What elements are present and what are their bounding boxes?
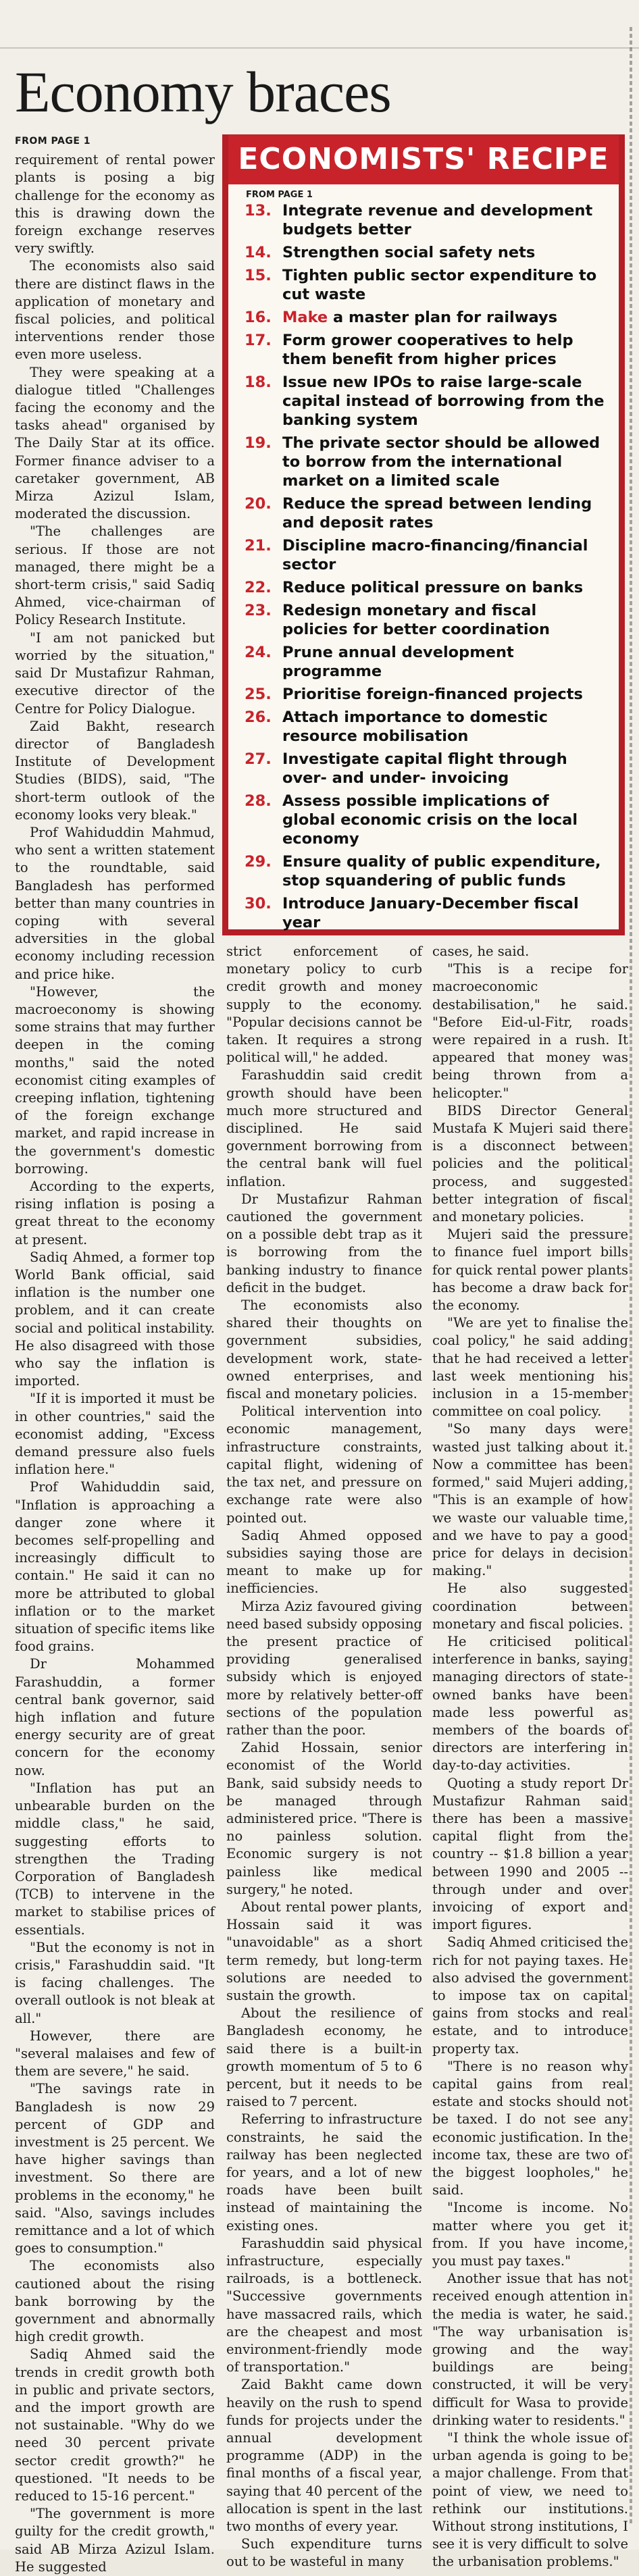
article-paragraph: Dr Mustafizur Rahman cautioned the government on a possible debt trap as it is borrowing from the banking industry to finance deficit in the budget. bbox=[226, 1191, 422, 1295]
recipe-title: ECONOMISTS' RECIPE bbox=[228, 135, 619, 184]
recipe-item bbox=[245, 266, 605, 304]
article-column-2 bbox=[226, 943, 422, 2570]
recipe-item-number: 25. bbox=[245, 686, 272, 703]
recipe-item-text: Prioritise foreign-financed projects bbox=[282, 686, 583, 703]
recipe-item bbox=[245, 601, 605, 639]
recipe-item-text: Assess possible implications of global economic crisis on the local economy bbox=[282, 792, 578, 848]
recipe-item-number: 15. bbox=[245, 267, 272, 284]
article-paragraph: He criticised political interference in banks, saying managing directors of state-owned banks have been made less powerful as members of the boards of directors are interfering in day-to-day activities. bbox=[432, 1633, 628, 1774]
recipe-item-text: Reduce the spread between lending and deposit rates bbox=[282, 495, 592, 532]
article-paragraph: Prof Wahiduddin Mahmud, who sent a written statement to the roundtable, said Bangladesh has performed better than many countries in coping with several adversities in the global economy including recession and price hike. bbox=[15, 824, 215, 982]
recipe-item-text: Investigate capital flight through over- and under- invoicing bbox=[282, 750, 567, 787]
recipe-item bbox=[245, 331, 605, 369]
article-paragraph: "The government is more guilty for the credit growth," said AB Mirza Azizul Islam. He suggested bbox=[15, 2506, 215, 2575]
article-paragraph: Zaid Bakht came down heavily on the rush to spend funds for projects under the annual development programme (ADP) in the final months of a fiscal year, saying that 40 percent of the allocation is spent in the last two months of every year. bbox=[226, 2377, 422, 2535]
article-paragraph: According to the experts, rising inflation is posing a great threat to the economy at present. bbox=[15, 1178, 215, 1247]
article-paragraph: The economists also said there are distinct flaws in the application of monetary and fiscal policies, and political interventions render those even more useless. bbox=[15, 258, 215, 363]
article-paragraph: "I think the whole issue of urban agenda is going to be a major challenge. From that point of view, we need to rethink our institutions. Without strong institutions, I see it is very difficult to solve the urbanisation problems." bbox=[432, 2430, 628, 2570]
article-paragraph: "But the economy is not in crisis," Farashuddin said. "It is facing challenges. The overall outlook is not bleak at all." bbox=[15, 1939, 215, 2026]
recipe-item-text: Discipline macro-financing/financial sector bbox=[282, 537, 588, 573]
article-paragraph: About the resilience of Bangladesh economy, he said there is a built-in growth momentum of 5 to 6 percent, but it needs to be raised to 7 percent. bbox=[226, 2005, 422, 2110]
article-paragraph: Zaid Bakht, research director of Bangladesh Institute of Development Studies (BIDS), said, "The short-term outlook of the economy looks very bleak." bbox=[15, 718, 215, 823]
recipe-item bbox=[245, 494, 605, 532]
recipe-from-page: FROM PAGE 1 bbox=[246, 190, 313, 200]
recipe-item-text: Reduce political pressure on banks bbox=[282, 579, 584, 596]
recipe-item bbox=[245, 308, 605, 327]
article-paragraph: strict enforcement of monetary policy to curb credit growth and money supply to the economy. "Popular decisions cannot be taken. It requires a strong political will," he added. bbox=[226, 944, 422, 1066]
recipe-item-text: The private sector should be allowed to borrow from the international market on a limited scale bbox=[282, 434, 600, 490]
article-paragraph: Sadiq Ahmed opposed subsidies saying those are meant to make up for inefficiencies. bbox=[226, 1527, 422, 1597]
article-paragraph: Dr Mohammed Farashuddin, a former central bank governor, said high inflation and future energy security are of great concern for the economy now. bbox=[15, 1656, 215, 1778]
article-paragraph: Mujeri said the pressure to finance fuel import bills for quick rental power plants has become a draw back for the economy. bbox=[432, 1227, 628, 1314]
recipe-item-lead: Make bbox=[282, 309, 328, 326]
article-column-1 bbox=[15, 132, 215, 2575]
article-paragraph: The economists also shared their thoughts on government subsidies, development work, state-owned enterprises, and fiscal and monetary policies. bbox=[226, 1297, 422, 1402]
recipe-item-number: 26. bbox=[245, 709, 272, 726]
recipe-item bbox=[245, 894, 605, 932]
recipe-item bbox=[245, 643, 605, 681]
article-paragraph: "So many days were wasted just talking about it. Now a committee has been formed," said Mujeri adding, "This is an example of how we waste our valuable time, and we have to pay a good price for delays in decision making." bbox=[432, 1421, 628, 1579]
recipe-item-text: Integrate revenue and development budgets better bbox=[282, 202, 593, 238]
recipe-item-text: Prune annual development programme bbox=[282, 644, 514, 680]
article-paragraph: Prof Wahiduddin said, "Inflation is approaching a danger zone where it becomes self-propelling and increasingly difficult to contain." He said it can no more be attributed to global inflation or to the market situation of specific items like food grains. bbox=[15, 1479, 215, 1655]
recipe-list bbox=[228, 201, 619, 932]
recipe-item-number: 18. bbox=[245, 373, 272, 391]
article-paragraph: cases, he said. bbox=[432, 944, 530, 959]
recipe-item-text: Tighten public sector expenditure to cut waste bbox=[282, 267, 597, 303]
article-paragraph: They were speaking at a dialogue titled "Challenges facing the economy and the tasks ahead" organised by The Daily Star at its office. Former finance adviser to a caretaker government, AB Mirza Azizul Islam, moderated the discussion. bbox=[15, 364, 215, 522]
recipe-item-text: Attach importance to domestic resource mobilisation bbox=[282, 709, 548, 745]
article-paragraph: However, there are "several malaises and few of them are severe," he said. bbox=[15, 2028, 215, 2080]
recipe-item-text: Strengthen social safety nets bbox=[282, 244, 536, 261]
article-paragraph: requirement of rental power plants is posing a big challenge for the economy as this is drawing down the foreign exchange reserves very swiftly. bbox=[15, 152, 215, 257]
recipe-item-number: 28. bbox=[245, 792, 272, 810]
article-paragraph: Referring to infrastructure constraints, he said the railway has been neglected for years, and a lot of new roads have been built instead of maintaining the existing ones. bbox=[226, 2111, 422, 2234]
article-paragraph: Farashuddin said credit growth should have been much more structured and disciplined. He said government borrowing from the central bank will fuel inflation. bbox=[226, 1067, 422, 1189]
article-paragraph: "Income is income. No matter where you get it from. If you have income, you must pay taxes." bbox=[432, 2200, 628, 2269]
recipe-item-text bbox=[282, 308, 557, 327]
recipe-item-number: 19. bbox=[245, 434, 272, 452]
article-paragraph: Sadiq Ahmed said the trends in credit growth both in public and private sectors, and the import growth are not sustainable. "Why do we need 30 percent private sector credit growth?" he questioned. "It needs to be reduced to 15-16 percent." bbox=[15, 2346, 215, 2504]
recipe-item bbox=[245, 243, 605, 262]
recipe-item bbox=[245, 750, 605, 788]
article-paragraph: Zahid Hossain, senior economist of the World Bank, said subsidy needs to be managed through administered price. "There is no painless solution. Economic surgery is not painless like medical surgery," he noted. bbox=[226, 1740, 422, 1897]
from-page-label: FROM PAGE 1 bbox=[15, 136, 91, 147]
recipe-item bbox=[245, 434, 605, 490]
recipe-item-text: Redesign monetary and fiscal policies for better coordination bbox=[282, 602, 551, 638]
article-paragraph: "There is no reason why capital gains from real estate and stocks should not be taxed. I do not see any economic justification. In the income tax, these are two of the biggest loopholes," he said. bbox=[432, 2058, 628, 2198]
recipe-item-text: Issue new IPOs to raise large-scale capital instead of borrowing from the banking system bbox=[282, 373, 605, 429]
article-paragraph: "The savings rate in Bangladesh is now 29 percent of GDP and investment is 25 percent. We have higher savings than investment. So there are problems in the economy," he said. "Also, savings includes remittance and a lot of which goes to consumption." bbox=[15, 2081, 215, 2257]
article-paragraph: "We are yet to finalise the coal policy," he said adding that he had received a letter last week mentioning his inclusion in a 15-member committee on coal policy. bbox=[432, 1315, 628, 1420]
recipe-item bbox=[245, 578, 605, 597]
recipe-item-text: Introduce January-December fiscal year bbox=[282, 895, 579, 931]
article-paragraph: "The challenges are serious. If those are not managed, there might be a short-term crisis," said Sadiq Ahmed, vice-chairman of Policy Research Institute. bbox=[15, 523, 215, 628]
article-paragraph: "This is a recipe for macroeconomic destabilisation," he said. "Before Eid-ul-Fitr, roads were repaired in a rush. It appeared that money was being thrown from a helicopter." bbox=[432, 961, 628, 1101]
economists-recipe-box bbox=[223, 135, 624, 935]
article-column-3 bbox=[432, 943, 628, 2570]
recipe-item-rest: a master plan for railways bbox=[328, 309, 558, 326]
recipe-item-number: 27. bbox=[245, 750, 272, 768]
article-paragraph: The economists also cautioned about the rising bank borrowing by the government and abnormally high credit growth. bbox=[15, 2258, 215, 2345]
recipe-item-number: 21. bbox=[245, 537, 272, 555]
article-paragraph: "I am not panicked but worried by the situation," said Dr Mustafizur Rahman, executive director of the Centre for Policy Dialogue. bbox=[15, 629, 215, 717]
article-paragraph: "Inflation has put an unbearable burden on the middle class," he said, suggesting efforts to strengthen the Trading Corporation of Bangladesh (TCB) to intervene in the market to stabilise prices of essentials. bbox=[15, 1780, 215, 1938]
article-paragraph: About rental power plants, Hossain said it was "unavoidable" as a short term remedy, but long-term solutions are needed to sustain the growth. bbox=[226, 1899, 422, 2003]
recipe-item bbox=[245, 373, 605, 430]
article-paragraph: Political intervention into economic management, infrastructure constraints, capital flight, widening of the tax net, and pressure on exchange rate were also pointed out. bbox=[226, 1403, 422, 1526]
article-paragraph: "If it is imported it must be in other countries," said the economist adding, "Excess demand pressure also fuels inflation here." bbox=[15, 1391, 215, 1478]
recipe-item-number: 22. bbox=[245, 579, 272, 596]
article-paragraph: Sadiq Ahmed, a former top World Bank official, said inflation is the number one problem, and it can create social and political instability. He also disagreed with those who say the inflation is imported. bbox=[15, 1249, 215, 1389]
recipe-item-number: 14. bbox=[245, 244, 272, 261]
recipe-item bbox=[245, 792, 605, 848]
article-paragraph: Mirza Aziz favoured giving need based subsidy opposing the present practice of providing generalised subsidy which is enjoyed more by relatively better-off sections of the population rather than the poor. bbox=[226, 1598, 422, 1738]
recipe-item-number: 13. bbox=[245, 202, 272, 220]
recipe-item-text: Form grower cooperatives to help them benefit from higher prices bbox=[282, 332, 573, 368]
recipe-item bbox=[245, 852, 605, 890]
recipe-item-number: 30. bbox=[245, 895, 272, 912]
column-divider bbox=[630, 27, 632, 2526]
article-paragraph: Sadiq Ahmed criticised the rich for not paying taxes. He also advised the government to impose tax on capital gains from stocks and real estate, and to introduce property tax. bbox=[432, 1934, 628, 2057]
top-rule bbox=[0, 47, 639, 49]
recipe-item-number: 17. bbox=[245, 332, 272, 349]
article-paragraph: BIDS Director General Mustafa K Mujeri said there is a disconnect between policies and the political process, and suggested better integration of fiscal and monetary policies. bbox=[432, 1102, 628, 1225]
recipe-item bbox=[245, 708, 605, 746]
recipe-item bbox=[245, 685, 605, 704]
article-paragraph: Quoting a study report Dr Mustafizur Rahman said there has been a massive capital flight from the country -- $1.8 billion a year between 1990 and 2005 -- through under and over invoicing of export and import figures. bbox=[432, 1775, 628, 1933]
recipe-item-text: Ensure quality of public expenditure, stop squandering of public funds bbox=[282, 853, 601, 890]
article-paragraph: Such expenditure turns out to be wasteful in many bbox=[226, 2536, 422, 2570]
article-paragraph: He also suggested coordination between monetary and fiscal policies. bbox=[432, 1580, 628, 1632]
recipe-item-number: 23. bbox=[245, 602, 272, 619]
article-paragraph: "However, the macroeconomy is showing some strains that may further deepen in the coming months," said the noted economist citing examples of creeping inflation, tightening of the foreign exchange market, and rapid increase in the government's domestic borrowing. bbox=[15, 983, 215, 1177]
recipe-item bbox=[245, 536, 605, 574]
recipe-item-number: 24. bbox=[245, 644, 272, 661]
recipe-item-number: 29. bbox=[245, 853, 272, 871]
headline: Economy braces bbox=[15, 59, 391, 124]
recipe-item-number: 20. bbox=[245, 495, 272, 513]
article-paragraph: Farashuddin said physical infrastructure, especially railroads, is a bottleneck. "Successive governments have massacred rails, which are the cheapest and most environment-friendly mode of transportation." bbox=[226, 2235, 422, 2375]
article-paragraph: Another issue that has not received enough attention in the media is water, he said. "The way urbanisation is growing and the way buildings are being constructed, it will be very difficult for Wasa to provide drinking water to residents." bbox=[432, 2271, 628, 2428]
recipe-item-number: 16. bbox=[245, 309, 272, 326]
recipe-item bbox=[245, 201, 605, 239]
